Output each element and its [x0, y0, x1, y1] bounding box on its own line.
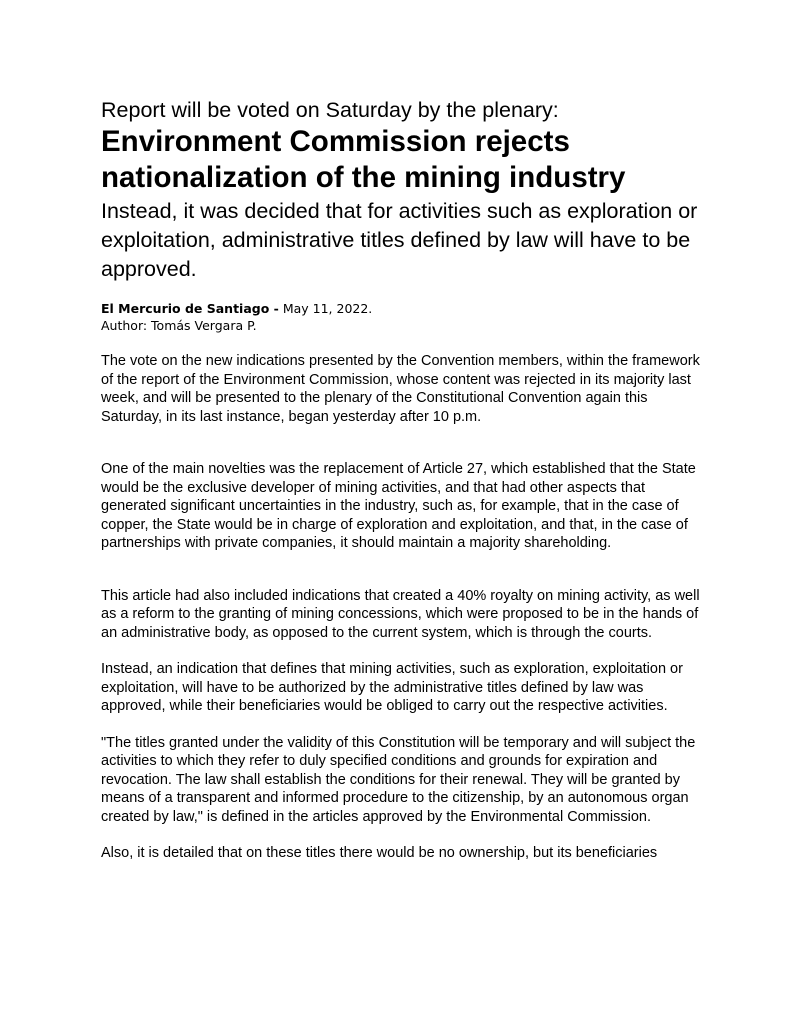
body-paragraph: The vote on the new indications presented by the Convention members, within the framework of the report of the Environment Commission, whose content was rejected in its majority last week, and will be presented to the plenary of the Constitutional Convention again this Saturday, in its last instance, began yesterday after 10 p.m.	[101, 353, 700, 425]
body-paragraph: One of the main novelties was the replacement of Article 27, which established that the State would be the exclusive developer of mining activities, and that had other aspects that generated significant uncertainties in the industry, such as, for example, that in the case of copper, the State would be in charge of exploration and exploitation, and that, in the case of partnerships with private companies, it should maintain a majority shareholding.	[101, 461, 696, 551]
source-line	[101, 300, 703, 317]
author-line: Author: Tomás Vergara P.	[101, 318, 257, 333]
article-body	[101, 352, 703, 863]
article-kicker: Report will be voted on Saturday by the plenary:	[101, 98, 559, 122]
publish-date: May 11, 2022.	[282, 301, 373, 316]
body-paragraph: Instead, an indication that defines that mining activities, such as exploration, exploitation or exploitation, will have to be authorized by the administrative titles defined by law was approved, while their beneficiaries would be obliged to carry out the respective activities.	[101, 661, 683, 714]
body-paragraph: "The titles granted under the validity of this Constitution will be temporary and will subject the activities to which they refer to duly specified conditions and grounds for expiration and revocation. The law shall establish the conditions for their renewal. They will be granted by means of a transparent and informed procedure to the citizenship, by an autonomous organ created by law," is defined in the articles approved by the Environmental Commission.	[101, 734, 696, 825]
body-paragraph: This article had also included indications that created a 40% royalty on mining activity, as well as a reform to the granting of mining concessions, which were proposed to be in the hands of an administrative body, as opposed to the current system, which is through the courts.	[101, 587, 700, 641]
article-deck: Instead, it was decided that for activities such as exploration or exploitation, administrative titles defined by law will have to be approved.	[101, 199, 698, 281]
article-headline: Environment Commission rejects nationalization of the mining industry	[101, 125, 626, 194]
source-name: El Mercurio de Santiago -	[101, 301, 279, 316]
article	[101, 96, 703, 863]
body-paragraph: Also, it is detailed that on these titles there would be no ownership, but its beneficiaries	[101, 845, 658, 861]
byline	[101, 300, 703, 334]
